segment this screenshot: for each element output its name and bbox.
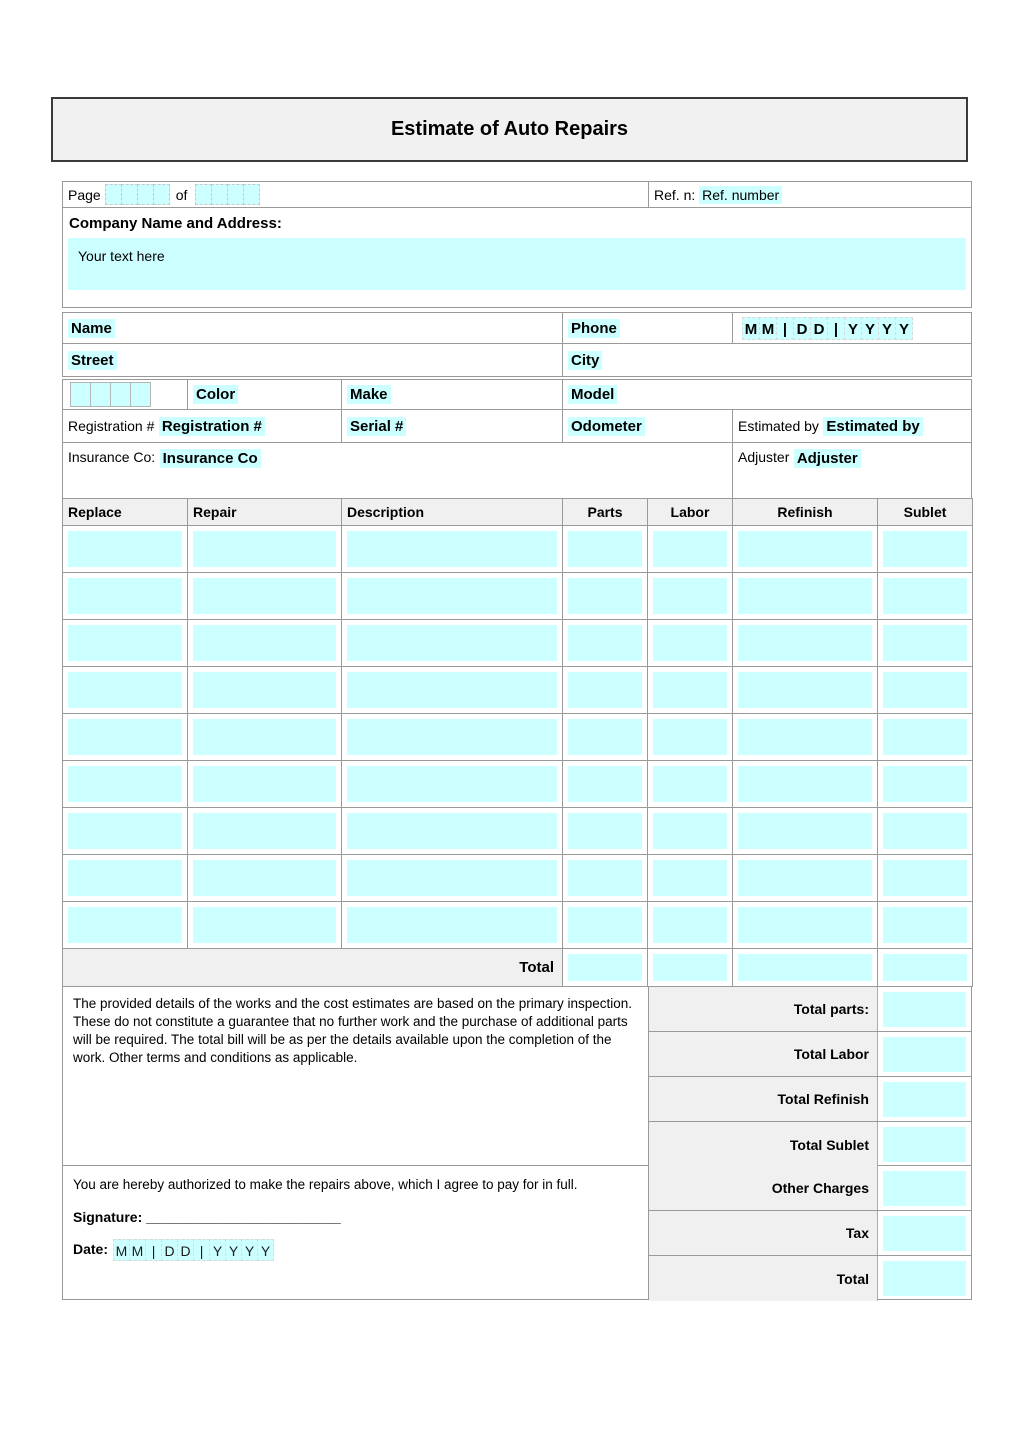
repairs-cell-input[interactable] — [738, 766, 872, 802]
repairs-cell — [342, 902, 563, 949]
totals-row — [649, 1211, 971, 1256]
authorization-totals-section — [62, 1165, 972, 1300]
repairs-cell — [63, 855, 188, 902]
city-cell — [563, 344, 971, 376]
repairs-cell-input[interactable] — [347, 531, 557, 567]
page-number-boxes — [101, 184, 170, 205]
column-header-parts: Parts — [563, 499, 648, 526]
registration-field[interactable]: Registration # — [159, 417, 265, 436]
repairs-cell — [878, 526, 973, 573]
signature-date-field — [114, 1239, 274, 1261]
repairs-cell-input[interactable] — [738, 531, 872, 567]
repairs-cell — [648, 667, 733, 714]
totals-label: Tax — [649, 1211, 878, 1255]
repairs-cell-input[interactable] — [347, 813, 557, 849]
vehicle-year-box[interactable] — [90, 382, 111, 407]
phone-cell — [563, 313, 733, 343]
signature-date-char-cell[interactable]: Y — [257, 1239, 274, 1261]
phone-field[interactable]: Phone — [568, 319, 620, 338]
total-sublet-input[interactable] — [883, 954, 967, 981]
ref-number-field[interactable]: Ref. number — [699, 186, 782, 204]
repairs-cell-input[interactable] — [883, 813, 967, 849]
date-char-cell[interactable]: M — [759, 317, 777, 340]
date-char-cell[interactable]: Y — [844, 317, 862, 340]
repairs-cell — [648, 902, 733, 949]
repairs-cell — [878, 808, 973, 855]
repairs-cell-input[interactable] — [883, 860, 967, 896]
repairs-table-row — [63, 808, 973, 855]
street-cell — [63, 344, 563, 376]
repairs-cell-input[interactable] — [193, 625, 336, 661]
repairs-cell — [63, 620, 188, 667]
street-field[interactable]: Street — [68, 351, 117, 370]
repairs-cell — [563, 761, 648, 808]
signature-label: Signature: — [73, 1208, 143, 1225]
repairs-cell — [563, 573, 648, 620]
totals-value-input[interactable] — [883, 992, 966, 1027]
repairs-cell-input[interactable] — [568, 625, 642, 661]
date-char-cell[interactable]: D — [793, 317, 811, 340]
date-cell — [733, 313, 971, 343]
repairs-cell-input[interactable] — [653, 578, 727, 614]
repairs-cell-input[interactable] — [347, 860, 557, 896]
totals-row — [649, 1122, 971, 1167]
city-field[interactable]: City — [568, 351, 602, 370]
company-address-input[interactable]: Your text here — [68, 238, 966, 290]
street-city-row — [62, 343, 972, 377]
repairs-cell — [188, 620, 342, 667]
repairs-cell-input[interactable] — [738, 672, 872, 708]
repairs-cell-input[interactable] — [568, 531, 642, 567]
odometer-cell — [563, 410, 733, 442]
repairs-cell-input[interactable] — [883, 625, 967, 661]
repairs-cell — [878, 667, 973, 714]
repairs-cell — [878, 761, 973, 808]
repairs-cell — [733, 855, 878, 902]
column-header-labor: Labor — [648, 499, 733, 526]
repairs-cell-input[interactable] — [883, 531, 967, 567]
repairs-cell — [342, 526, 563, 573]
repairs-cell-input[interactable] — [738, 578, 872, 614]
repairs-cell-input[interactable] — [347, 672, 557, 708]
model-field[interactable]: Model — [568, 385, 617, 404]
totals-label: Total Sublet — [649, 1122, 878, 1167]
repairs-cell — [563, 714, 648, 761]
repairs-cell-input[interactable] — [653, 672, 727, 708]
estimate-form — [62, 182, 972, 1300]
repairs-table-row — [63, 526, 973, 573]
repairs-cell — [733, 714, 878, 761]
repairs-cell-input[interactable] — [68, 625, 182, 661]
repairs-cell-input[interactable] — [883, 766, 967, 802]
totals-value-input[interactable] — [883, 1216, 966, 1251]
totals-value-input[interactable] — [883, 1037, 966, 1072]
page-number-box[interactable] — [105, 184, 122, 205]
vehicle-year-box[interactable] — [130, 382, 151, 407]
repairs-cell — [63, 714, 188, 761]
repairs-cell — [878, 714, 973, 761]
repairs-cell — [342, 808, 563, 855]
repairs-cell — [648, 526, 733, 573]
total-parts-input[interactable] — [568, 954, 642, 981]
column-header-refinish: Refinish — [733, 499, 878, 526]
estimated-by-label: Estimated by — [738, 418, 819, 434]
page-number-cell — [63, 182, 649, 207]
column-header-sublet: Sublet — [878, 499, 973, 526]
terms-text: The provided details of the works and the cost estimates are based on the primary inspection. These do not constitute a guarantee that no further work and the purchase of additional parts will be required. The total bill will be as per the details available upon the completion of the work. Other terms and conditions as applicable. — [73, 996, 633, 1065]
repairs-cell — [733, 620, 878, 667]
repairs-cell — [733, 808, 878, 855]
repairs-cell-input[interactable] — [653, 719, 727, 755]
repairs-cell-input[interactable] — [68, 907, 182, 943]
repairs-cell-input[interactable] — [193, 719, 336, 755]
company-section — [62, 207, 972, 308]
page-label: Page — [68, 186, 101, 203]
totals-value-cell — [878, 987, 971, 1031]
date-char-cell[interactable]: D — [810, 317, 828, 340]
repairs-cell-input[interactable] — [653, 766, 727, 802]
repairs-cell-input[interactable] — [883, 719, 967, 755]
repairs-cell — [878, 902, 973, 949]
signature-line[interactable]: _________________________ — [146, 1208, 341, 1225]
signature-date-char-cell[interactable]: | — [193, 1239, 210, 1261]
repairs-total-label: Total — [63, 949, 563, 987]
repairs-cell — [563, 667, 648, 714]
total-refinish-input[interactable] — [738, 954, 872, 981]
repairs-cell-input[interactable] — [68, 531, 182, 567]
repairs-cell — [563, 526, 648, 573]
repairs-cell — [733, 526, 878, 573]
vehicle-year-boxes — [68, 382, 151, 407]
odometer-field[interactable]: Odometer — [568, 417, 645, 436]
date-field — [743, 317, 913, 340]
repairs-cell-input[interactable] — [193, 531, 336, 567]
repairs-total-row — [63, 949, 973, 987]
vehicle-year-cell — [63, 380, 188, 409]
repairs-cell — [188, 526, 342, 573]
repairs-cell — [342, 714, 563, 761]
repairs-cell — [63, 526, 188, 573]
adjuster-cell — [733, 443, 971, 498]
totals-lower-column — [649, 1166, 971, 1299]
repairs-cell-input[interactable] — [738, 719, 872, 755]
totals-value-input[interactable] — [883, 1127, 966, 1162]
date-char-cell[interactable]: Y — [895, 317, 913, 340]
repairs-cell-input[interactable] — [193, 813, 336, 849]
totals-label: Total parts: — [649, 987, 878, 1031]
repairs-cell-input[interactable] — [68, 578, 182, 614]
make-cell — [342, 380, 563, 409]
repairs-cell-input[interactable] — [347, 766, 557, 802]
repairs-table-row — [63, 761, 973, 808]
name-field[interactable]: Name — [68, 319, 115, 338]
authorization-cell — [63, 1166, 649, 1299]
totals-upper-column — [649, 987, 971, 1165]
totals-value-input[interactable] — [883, 1171, 966, 1206]
repairs-cell — [188, 573, 342, 620]
repairs-table-row — [63, 620, 973, 667]
repairs-cell — [342, 761, 563, 808]
ref-label: Ref. n: — [654, 186, 696, 203]
totals-row — [649, 1256, 971, 1301]
repairs-cell-input[interactable] — [883, 578, 967, 614]
date-char-cell[interactable]: Y — [878, 317, 896, 340]
signature-date-char-cell[interactable]: D — [161, 1239, 178, 1261]
repairs-cell-input[interactable] — [193, 672, 336, 708]
repairs-cell — [648, 808, 733, 855]
repairs-cell — [878, 620, 973, 667]
form-title-box — [51, 97, 968, 162]
repairs-cell — [63, 667, 188, 714]
repairs-cell — [342, 667, 563, 714]
totals-value-cell — [878, 1032, 971, 1076]
totals-label: Total — [649, 1256, 878, 1301]
repairs-cell-input[interactable] — [568, 860, 642, 896]
repairs-cell-input[interactable] — [193, 907, 336, 943]
authorization-text: You are hereby authorized to make the repairs above, which I agree to pay for in full. — [73, 1177, 578, 1192]
page-total-boxes — [191, 184, 260, 205]
repairs-cell-input[interactable] — [738, 907, 872, 943]
signature-date-char-cell[interactable]: Y — [209, 1239, 226, 1261]
signature-date-char-cell[interactable]: | — [145, 1239, 162, 1261]
page-total-box[interactable] — [211, 184, 228, 205]
signature-date-char-cell[interactable]: Y — [241, 1239, 258, 1261]
totals-label: Total Labor — [649, 1032, 878, 1076]
signature-date-char-cell[interactable]: M — [113, 1239, 130, 1261]
insurance-cell — [63, 443, 733, 498]
repairs-cell — [188, 667, 342, 714]
repairs-cell-input[interactable] — [568, 578, 642, 614]
repairs-cell — [63, 808, 188, 855]
repairs-cell-input[interactable] — [347, 907, 557, 943]
repairs-cell — [563, 855, 648, 902]
date-char-cell[interactable]: M — [742, 317, 760, 340]
column-header-replace: Replace — [63, 499, 188, 526]
repairs-cell-input[interactable] — [347, 578, 557, 614]
color-field[interactable]: Color — [193, 385, 238, 404]
repairs-cell — [878, 855, 973, 902]
repairs-table-header-row — [63, 499, 973, 526]
repairs-table-body — [63, 526, 973, 949]
total-sublet-cell — [878, 949, 973, 987]
column-header-description: Description — [342, 499, 563, 526]
company-label: Company Name and Address: — [69, 215, 282, 232]
serial-cell — [342, 410, 563, 442]
page-number-box[interactable] — [121, 184, 138, 205]
repairs-cell-input[interactable] — [568, 719, 642, 755]
estimated-by-field[interactable]: Estimated by — [823, 417, 922, 436]
repairs-cell-input[interactable] — [347, 719, 557, 755]
terms-cell — [63, 987, 649, 1165]
repairs-cell — [342, 620, 563, 667]
ref-number-cell — [649, 182, 971, 207]
repairs-cell-input[interactable] — [883, 672, 967, 708]
insurance-row — [62, 442, 972, 499]
vehicle-year-box[interactable] — [70, 382, 91, 407]
repairs-cell — [188, 714, 342, 761]
repairs-cell-input[interactable] — [568, 813, 642, 849]
repairs-cell-input[interactable] — [653, 860, 727, 896]
repairs-cell-input[interactable] — [68, 719, 182, 755]
repairs-cell — [63, 761, 188, 808]
totals-row — [649, 1166, 971, 1211]
total-parts-cell — [563, 949, 648, 987]
repairs-cell — [188, 808, 342, 855]
adjuster-label: Adjuster — [738, 449, 790, 465]
repairs-cell — [648, 855, 733, 902]
total-refinish-cell — [733, 949, 878, 987]
repairs-cell-input[interactable] — [568, 766, 642, 802]
repairs-cell-input[interactable] — [347, 625, 557, 661]
repairs-cell — [563, 808, 648, 855]
totals-row — [649, 987, 971, 1032]
repairs-cell-input[interactable] — [68, 813, 182, 849]
page-total-box[interactable] — [243, 184, 260, 205]
color-cell — [188, 380, 342, 409]
terms-totals-section — [62, 986, 972, 1166]
signature-date-char-cell[interactable]: Y — [225, 1239, 242, 1261]
repairs-cell-input[interactable] — [653, 907, 727, 943]
vehicle-row-2 — [62, 409, 972, 443]
repairs-cell-input[interactable] — [68, 672, 182, 708]
date-char-cell[interactable]: | — [827, 317, 845, 340]
repairs-cell — [188, 902, 342, 949]
totals-value-cell — [878, 1256, 971, 1301]
repairs-table-row — [63, 714, 973, 761]
repairs-cell-input[interactable] — [68, 860, 182, 896]
repairs-cell — [563, 902, 648, 949]
page-number-box[interactable] — [153, 184, 170, 205]
repairs-cell — [342, 855, 563, 902]
repairs-table-row — [63, 667, 973, 714]
repairs-table-row — [63, 855, 973, 902]
repairs-cell — [878, 573, 973, 620]
signature-date-char-cell[interactable]: D — [177, 1239, 194, 1261]
repairs-cell — [342, 573, 563, 620]
totals-row — [649, 1032, 971, 1077]
of-label: of — [175, 186, 188, 203]
make-field[interactable]: Make — [347, 385, 391, 404]
page-ref-row — [62, 181, 972, 208]
repairs-cell-input[interactable] — [193, 860, 336, 896]
totals-row — [649, 1077, 971, 1122]
repairs-cell — [188, 761, 342, 808]
insurance-label: Insurance Co: — [68, 449, 156, 465]
repairs-table-row — [63, 902, 973, 949]
repairs-cell — [733, 902, 878, 949]
totals-value-cell — [878, 1077, 971, 1121]
repairs-cell — [648, 573, 733, 620]
page-number-box[interactable] — [137, 184, 154, 205]
repairs-cell — [63, 573, 188, 620]
insurance-field[interactable]: Insurance Co — [160, 449, 261, 468]
column-header-repair: Repair — [188, 499, 342, 526]
vehicle-row-1 — [62, 379, 972, 410]
vehicle-year-box[interactable] — [110, 382, 131, 407]
repairs-cell-input[interactable] — [568, 672, 642, 708]
page-total-box[interactable] — [227, 184, 244, 205]
estimated-by-cell — [733, 410, 971, 442]
repairs-cell — [188, 855, 342, 902]
registration-cell — [63, 410, 342, 442]
repairs-cell-input[interactable] — [68, 766, 182, 802]
repairs-cell-input[interactable] — [653, 813, 727, 849]
date-char-cell[interactable]: Y — [861, 317, 879, 340]
total-labor-input[interactable] — [653, 954, 727, 981]
repairs-cell-input[interactable] — [193, 766, 336, 802]
repairs-cell — [563, 620, 648, 667]
date-char-cell[interactable]: | — [776, 317, 794, 340]
repairs-table-row — [63, 573, 973, 620]
totals-label: Total Refinish — [649, 1077, 878, 1121]
repairs-cell — [648, 761, 733, 808]
repairs-cell-input[interactable] — [738, 625, 872, 661]
totals-value-input[interactable] — [883, 1082, 966, 1117]
repairs-table — [62, 498, 973, 987]
repairs-cell — [63, 902, 188, 949]
repairs-cell-input[interactable] — [653, 625, 727, 661]
totals-value-input[interactable] — [883, 1261, 966, 1296]
repairs-cell-input[interactable] — [653, 531, 727, 567]
totals-value-cell — [878, 1122, 971, 1167]
totals-value-cell — [878, 1166, 971, 1210]
totals-label: Other Charges — [649, 1166, 878, 1210]
name-phone-date-row — [62, 312, 972, 344]
repairs-cell — [733, 667, 878, 714]
signature-date-label: Date: — [73, 1241, 109, 1258]
totals-value-cell — [878, 1211, 971, 1255]
model-cell — [563, 380, 971, 409]
repairs-cell-input[interactable] — [193, 578, 336, 614]
total-labor-cell — [648, 949, 733, 987]
repairs-cell-input[interactable] — [738, 860, 872, 896]
form-title: Estimate of Auto Repairs — [390, 118, 629, 140]
repairs-cell-input[interactable] — [883, 907, 967, 943]
repairs-cell — [733, 573, 878, 620]
page-total-box[interactable] — [195, 184, 212, 205]
signature-date-char-cell[interactable]: M — [129, 1239, 146, 1261]
adjuster-field[interactable]: Adjuster — [794, 449, 861, 468]
repairs-cell — [733, 761, 878, 808]
registration-label: Registration # — [68, 418, 155, 434]
repairs-cell-input[interactable] — [568, 907, 642, 943]
name-cell — [63, 313, 563, 343]
repairs-cell-input[interactable] — [738, 813, 872, 849]
repairs-cell — [648, 620, 733, 667]
serial-field[interactable]: Serial # — [347, 417, 406, 436]
repairs-cell — [648, 714, 733, 761]
